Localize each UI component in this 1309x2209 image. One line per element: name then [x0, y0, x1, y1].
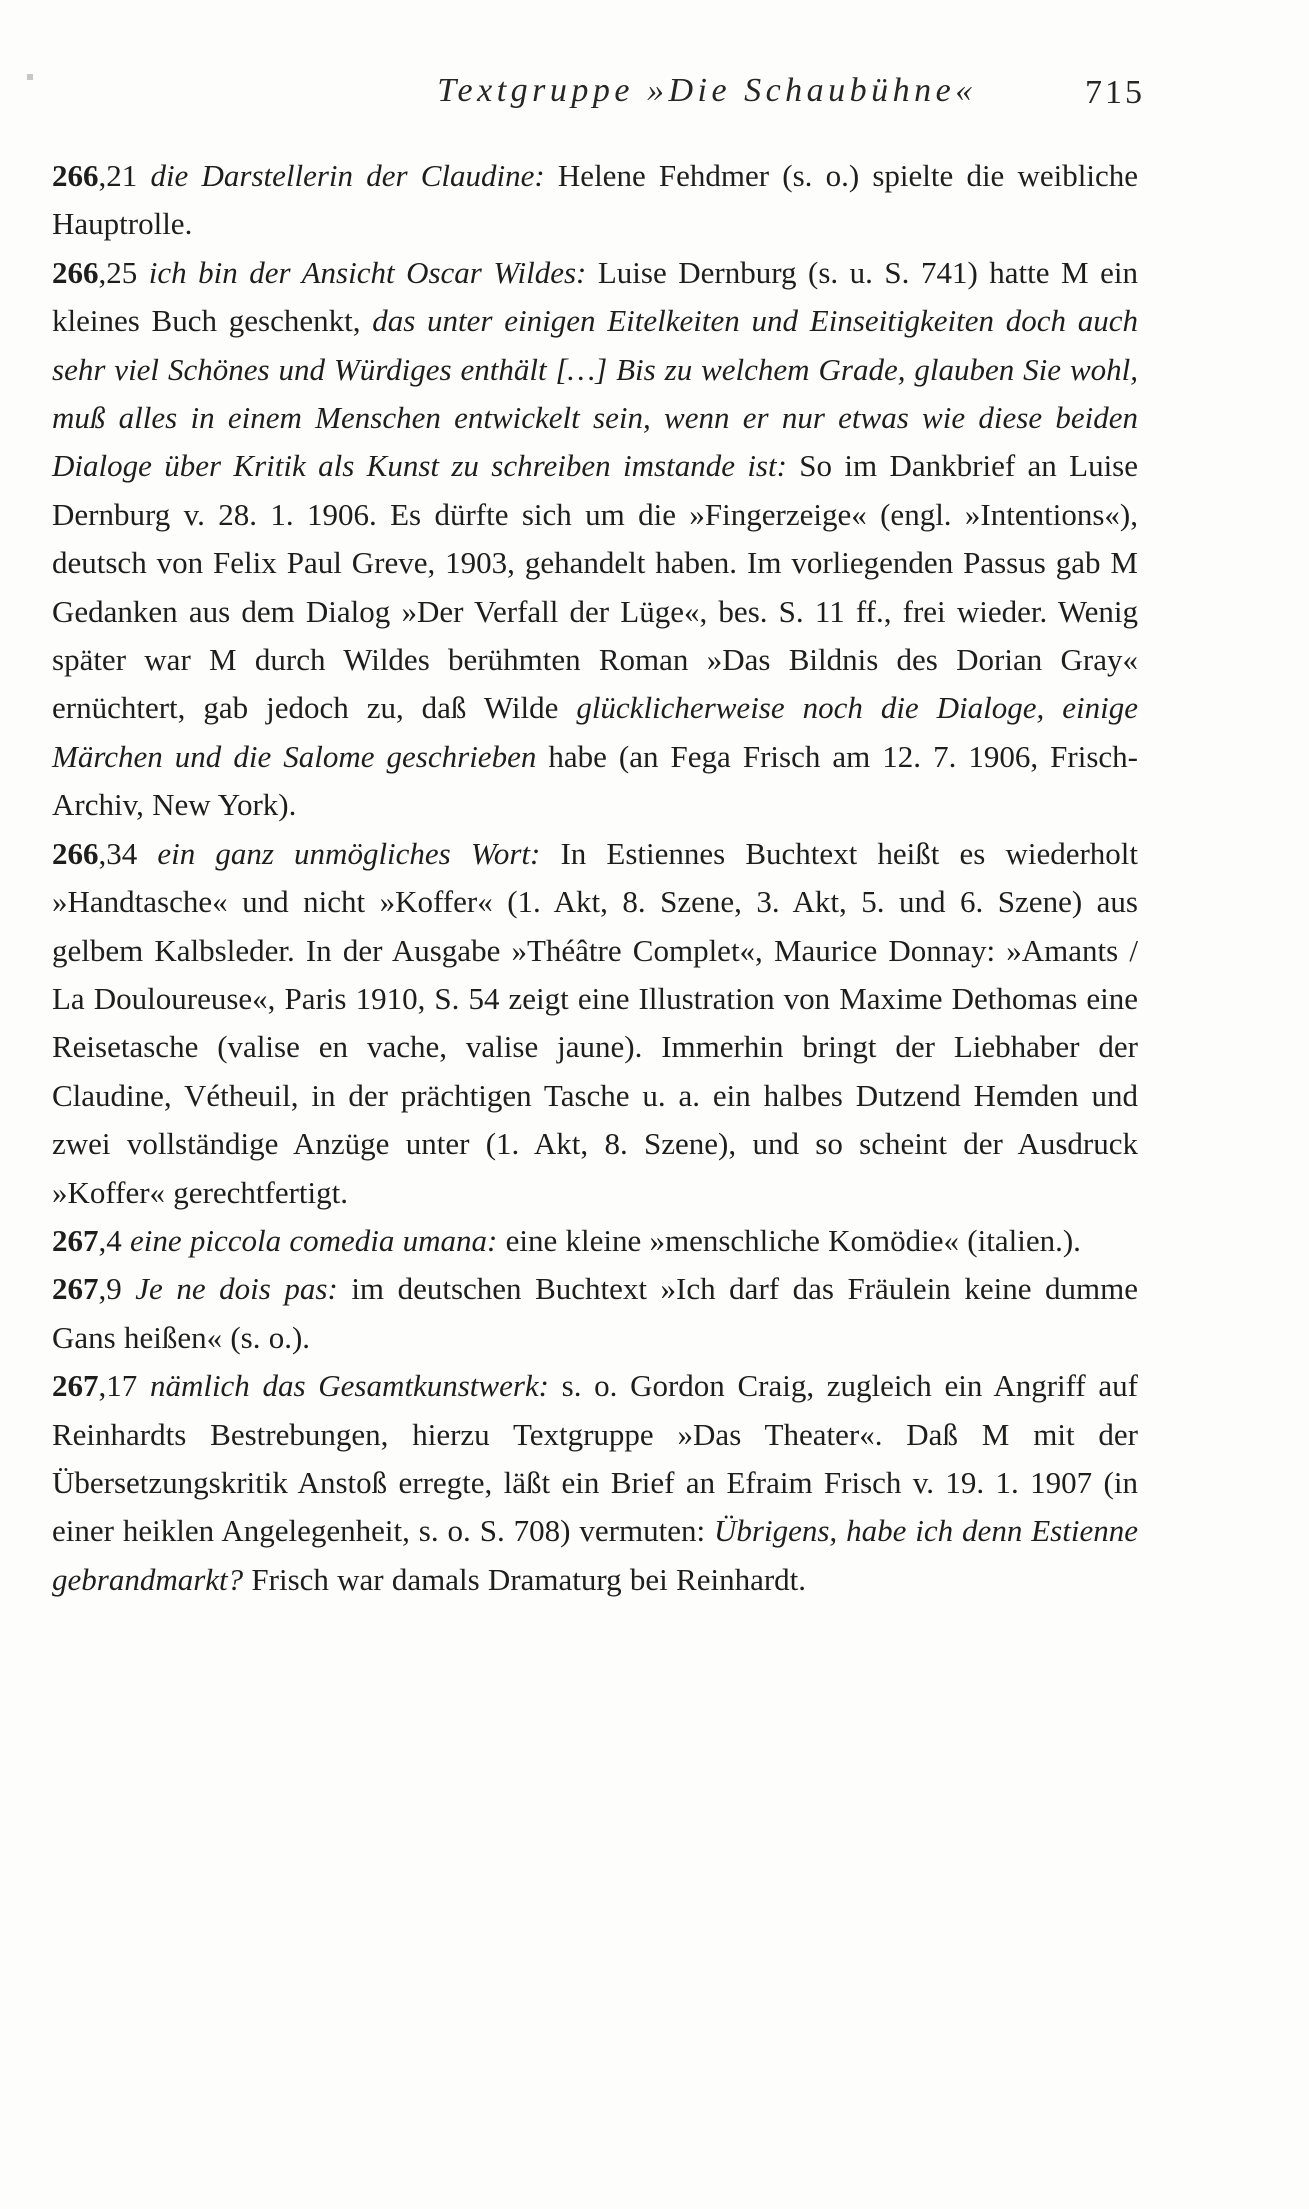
page-number: 715 [1085, 74, 1145, 111]
commentary-entry-267-9 [52, 1265, 1138, 1362]
lemma-or-quote: die Darstellerin der Claudine: [150, 158, 545, 193]
scan-artifact [27, 74, 33, 80]
commentary-body: In Estiennes Buchtext heißt es wiederholt »Handtasche« und nicht »Koffer« (1. Akt, 8. Szene, 3. Akt, 5. und 6. Szene) aus gelbem Kalbsleder. In der Ausgabe »Théâtre Complet«, Maurice Donnay: »Amants / La Douloureuse«, Paris 1910, S. 54 zeigt eine Illustration von Maxime Dethomas eine Reisetasche (valise en vache, valise jaune). Immerhin bringt der Liebhaber der Claudine, Vétheuil, in der prächtigen Tasche u. a. ein halbes Dutzend Hemden und zwei vollständige Anzüge unter (1. Akt, 8. Szene), und so scheint der Ausdruck »Koffer« gerechtfertigt. [52, 835, 1139, 1210]
lemma-or-quote: Je ne dois pas: [135, 1271, 338, 1307]
commentary-entry-267-17 [52, 1362, 1138, 1604]
commentary-text [52, 152, 1138, 1604]
line-ref: 267 [52, 1222, 99, 1258]
commentary-body: habe (an Fega Frisch am 12. 7. 1906, Frisch-Archiv, New York). [52, 738, 1138, 823]
commentary-body: ,17 [98, 1368, 150, 1404]
lemma-or-quote: das unter einigen Eitelkeiten und Einseitigkeiten doch auch sehr viel Schönes und Würdiges enthält […] Bis zu welchem Grade, glauben Sie wohl, muß alles in einem Menschen entwickelt sein, wenn er nur etwas wie diese beiden Dialoge über Kritik als Kunst zu schreiben imstande ist: [52, 303, 1139, 484]
commentary-body: ,21 [98, 158, 151, 193]
running-head: Textgruppe »Die Schaubühne« [437, 72, 977, 109]
lemma-or-quote: Übrigens, habe ich denn Estienne gebrandmarkt? [52, 1513, 1138, 1597]
commentary-body: s. o. Gordon Craig, zugleich ein Angriff auf Reinhardts Bestrebungen, hierzu Textgruppe »Das Theater«. Daß M mit der Übersetzungskritik Anstoß erregte, läßt ein Brief an Efraim Frisch v. 19. 1. 1907 (in einer heiklen Angelegenheit, s. o. S. 708) vermuten: [52, 1368, 1139, 1549]
lemma-or-quote: ich bin der Ansicht Oscar Wildes: [148, 254, 587, 290]
commentary-body: Frisch war damals Dramaturg bei Reinhardt. [243, 1561, 807, 1597]
commentary-entry-266-21 [52, 152, 1138, 249]
lemma-or-quote: ein ganz unmögliches Wort: [157, 835, 541, 871]
commentary-body: im deutschen Buchtext »Ich darf das Fräulein keine dumme Gans heißen« (s. o.). [52, 1271, 1139, 1355]
line-ref: 266 [52, 158, 99, 193]
commentary-entry-266-34 [52, 830, 1138, 1217]
lemma-or-quote: glücklicherweise noch die Dialoge, einige Märchen und die Salome geschrieben [52, 690, 1138, 774]
commentary-body: ,25 [98, 254, 149, 290]
lemma-or-quote: nämlich das Gesamtkunstwerk: [149, 1368, 549, 1404]
commentary-body: So im Dankbrief an Luise Dernburg v. 28. 1. 1906. Es dürfte sich um die »Fingerzeige« (engl. »Intentions«), deutsch von Felix Paul Greve, 1903, gehandelt haben. Im vorliegenden Passus gab M Gedanken aus dem Dialog »Der Verfall der Lüge«, bes. S. 11 ff., frei wieder. Wenig später war M durch Wildes berühmten Roman »Das Bildnis des Dorian Gray« ernüchtert, gab jedoch zu, daß Wilde [52, 448, 1139, 726]
commentary-body: ,34 [98, 835, 158, 871]
commentary-body: ,9 [98, 1271, 136, 1307]
commentary-body: eine kleine »menschliche Komödie« (italien.). [497, 1222, 1081, 1258]
commentary-body: Luise Dernburg (s. u. S. 741) hatte M ein kleines Buch geschenkt, [52, 254, 1138, 339]
line-ref: 266 [52, 254, 99, 290]
commentary-body: ,4 [98, 1222, 130, 1258]
line-ref: 266 [52, 835, 99, 871]
commentary-entry-266-25 [52, 249, 1138, 830]
line-ref: 267 [52, 1368, 99, 1404]
commentary-entry-267-4 [52, 1217, 1138, 1265]
line-ref: 267 [52, 1271, 99, 1307]
commentary-body: Helene Fehdmer (s. o.) spielte die weibliche Hauptrolle. [52, 158, 1139, 242]
lemma-or-quote: eine piccola comedia umana: [130, 1222, 498, 1258]
